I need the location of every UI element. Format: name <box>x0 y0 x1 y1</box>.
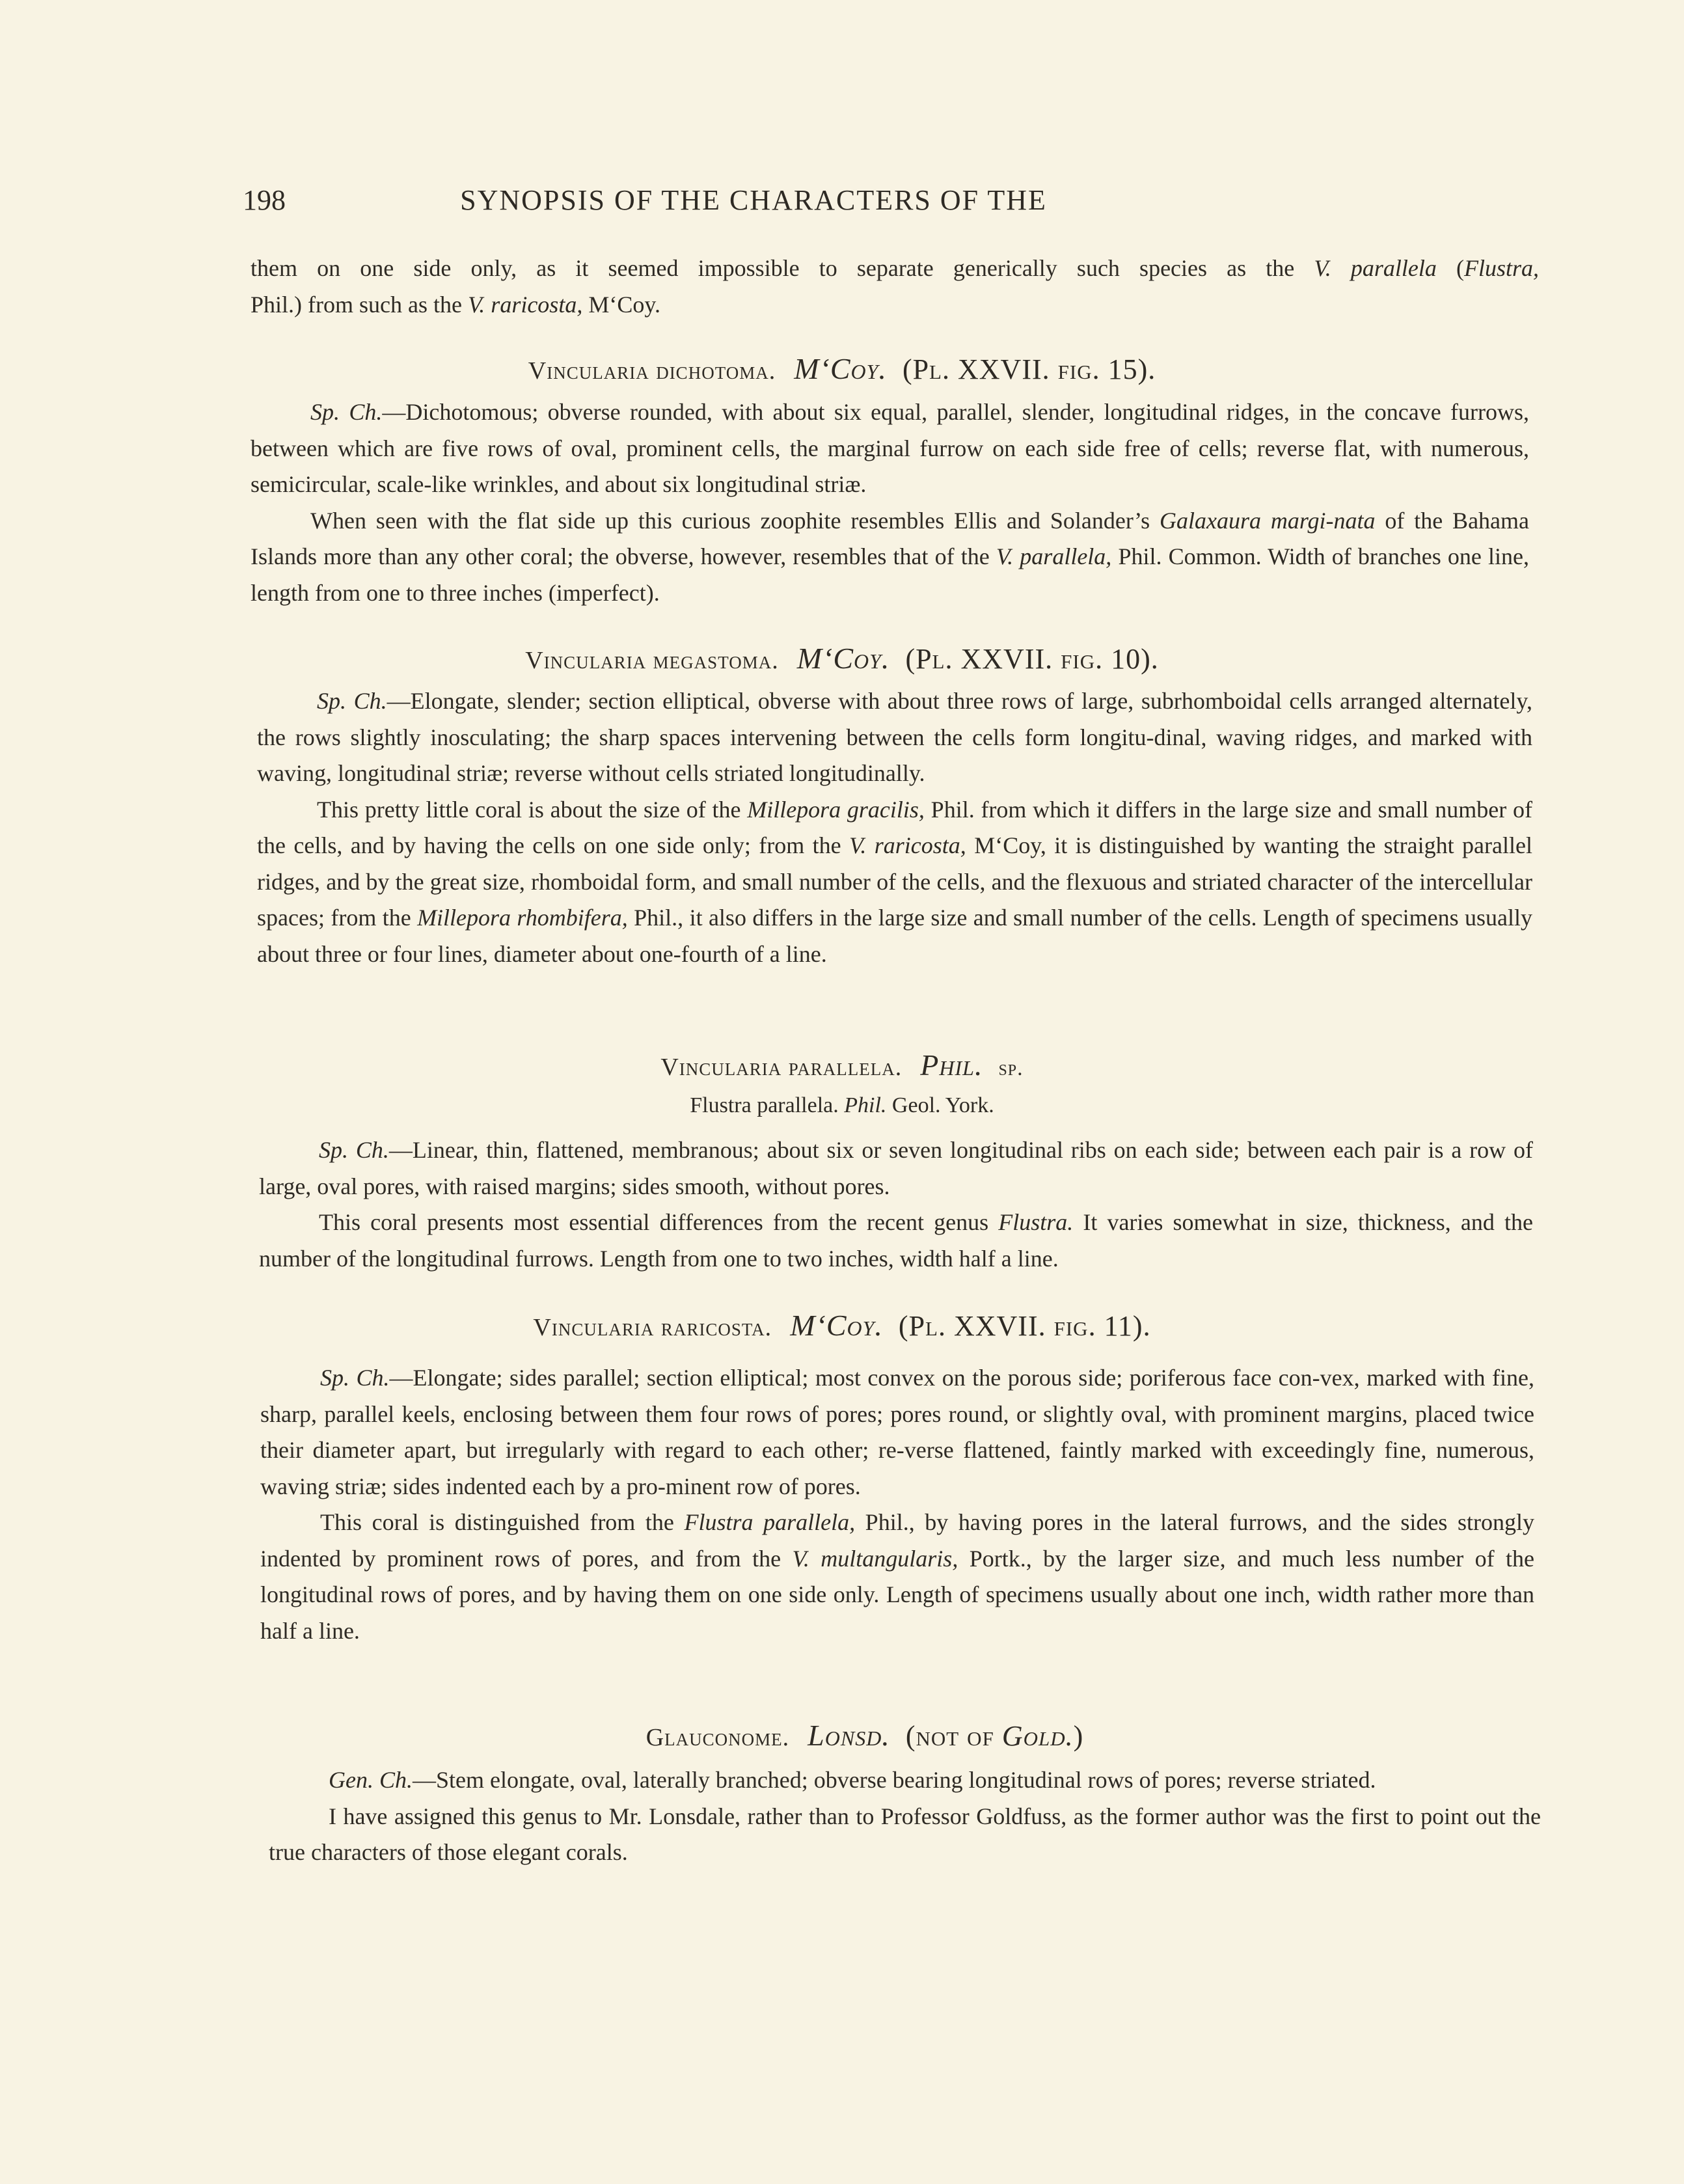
page-header <box>243 184 1186 223</box>
section-heading-glauconome <box>0 1718 1684 1753</box>
plate-reference: (Pl. XXVII. fig. 11). <box>898 1310 1151 1342</box>
species-author: M‘Coy. <box>794 352 887 385</box>
species-author: M‘Coy. <box>790 1309 883 1342</box>
remarks-paragraph: This coral is distinguished from the Flustra parallela, Phil., by having pores in the lateral furrows, and the sides strongly indented by prominent rows of pores, and from the V. multangularis, Portk., by the larger size, and much less number of the longitudinal rows of pores, and by having them on one side only. Length of specimens usually about one inch, width rather more than half a line. <box>260 1509 1534 1644</box>
specific-characters: Sp. Ch.—Elongate, slender; section elliptical, obverse with about three rows of large, subrhomboidal cells arranged alternately, the rows slightly inosculating; the sharp spaces intervening between the cells form longitu-dinal, waving ridges, and marked with waving, longitudinal striæ; reverse without cells striated longitudinally. <box>257 688 1533 786</box>
species-name: Vincularia dichotoma. <box>528 357 776 385</box>
intro-paragraph: them on one side only, as it seemed impossible to separate generically such species as the V. parallela (Flustra, Phil.) from such as the V. raricosta, M‘Coy. <box>251 255 1539 318</box>
section-heading-raricosta <box>0 1308 1684 1343</box>
genus-author: Lonsd. <box>808 1719 890 1752</box>
plate-reference: (Pl. XXVII. fig. 15). <box>902 353 1156 385</box>
plate-reference: (Pl. XXVII. fig. 10). <box>905 643 1159 675</box>
remarks-paragraph: I have assigned this genus to Mr. Lonsdale, rather than to Professor Goldfuss, as the former author was the first to point out the true characters of those elegant corals. <box>269 1803 1541 1865</box>
specific-characters: Sp. Ch.—Dichotomous; obverse rounded, with about six equal, parallel, slender, longitudinal ridges, in the concave furrows, between which are five rows of oval, prominent cells, the marginal furrow on each side free of cells; reverse flat, with numerous, semicircular, scale-like wrinkles, and about six longitudinal striæ. <box>251 399 1530 497</box>
section-heading-megastoma <box>0 641 1684 676</box>
species-abbrev: sp. <box>998 1056 1024 1080</box>
remarks-paragraph: When seen with the flat side up this curious zoophite resembles Ellis and Solander’s Galaxaura margi-nata of the Bahama Islands more than any other coral; the obverse, however, resembles that of the V. parallela, Phil. Common. Width of branches one line, length from one to three inches (imperfect). <box>251 507 1530 606</box>
specific-characters: Sp. Ch.—Linear, thin, flattened, membranous; about six or seven longitudinal ribs on each side; between each pair is a row of large, oval pores, with raised margins; sides smooth, without pores. <box>259 1137 1533 1199</box>
species-name: Vincularia megastoma. <box>525 647 779 674</box>
species-author: M‘Coy. <box>796 642 890 675</box>
synonym-line: Flustra parallela. Phil. Geol. York. <box>690 1093 994 1117</box>
glauconome-description <box>269 1762 1541 1871</box>
species-author: Phil. <box>920 1048 983 1082</box>
page-number: 198 <box>243 184 286 216</box>
genus-name: Glauconome. <box>645 1724 790 1751</box>
remarks-paragraph: This pretty little coral is about the size of the Millepora gracilis, Phil. from which it differs in the large size and small number of the cells, and by having the cells on one side only; from the V. raricosta, M‘Coy, it is distinguished by wanting the straight parallel ridges, and by the great size, rhomboidal form, and small number of the cells, and the flexuous and striated character of the intercellular spaces; from the Millepora rhombifera, Phil., it also differs in the large size and small number of the cells. Length of specimens usually about three or four lines, diameter about one-fourth of a line. <box>257 796 1532 967</box>
raricosta-description <box>260 1360 1534 1649</box>
species-name: Vincularia raricosta. <box>533 1314 772 1341</box>
parallela-description <box>259 1132 1533 1277</box>
species-name: Vincularia parallela. <box>660 1054 903 1081</box>
running-head: SYNOPSIS OF THE CHARACTERS OF THE <box>460 184 1047 216</box>
remarks-paragraph: This coral presents most essential differences from the recent genus Flustra. It varies somewhat in size, thickness, and the number of the longitudinal furrows. Length from one to two inches, width half a line. <box>259 1209 1533 1272</box>
section-heading-parallela <box>0 1048 1684 1082</box>
generic-characters: Gen. Ch.—Stem elongate, oval, laterally branched; obverse bearing longitudinal rows of pores; reverse striated. <box>329 1767 1376 1793</box>
specific-characters: Sp. Ch.—Elongate; sides parallel; section elliptical; most convex on the porous side; poriferous face con-vex, marked with fine, sharp, parallel keels, enclosing between them four rows of pores; pores round, or slightly oval, with prominent margins, placed twice their diameter apart, but irregularly with regard to each other; re-verse flattened, faintly marked with exceedingly fine, numerous, waving striæ; sides indented each by a pro-minent row of pores. <box>260 1365 1534 1499</box>
dichotoma-description <box>251 394 1529 611</box>
megastoma-description <box>257 683 1532 972</box>
genus-note: (not of Gold.) <box>905 1720 1084 1752</box>
section-heading-dichotoma <box>0 351 1684 386</box>
